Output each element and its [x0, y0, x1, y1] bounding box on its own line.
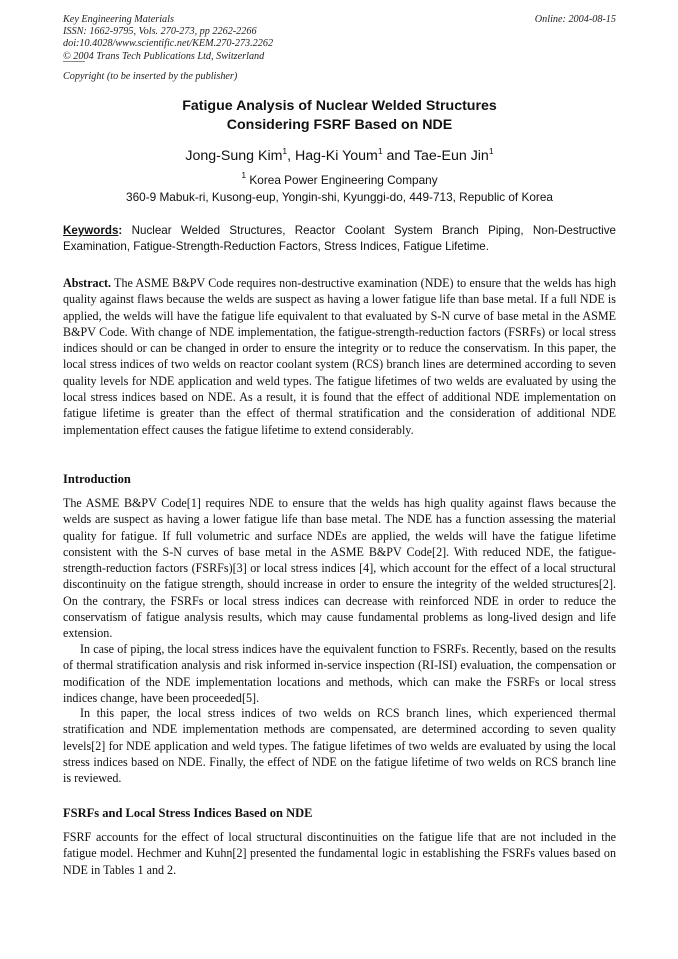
intro-paragraph-2: In case of piping, the local stress indices have the equivalent function to FSRFs. Recently, based on the results of thermal stratification analysis and risk informed in-service inspection (RI-ISI) evaluation, the compensation or modification of the NDE implementation locations and methods, which can make the FSRFs or local stress indices change, have been proceeded[5].: [63, 642, 616, 705]
keywords-label: Keywords: [63, 224, 119, 237]
author-affil-mark: 1: [282, 146, 288, 156]
author-separator: and: [382, 148, 414, 164]
header-divider: [63, 61, 85, 62]
intro-paragraph-3: In this paper, the local stress indices of two welds on RCS branch lines, which experienced thermal stratification and NDE implementation methods are compensated, are determined according to seven quality levels[2] for NDE application and weld types. The fatigue lifetimes of two welds are evaluated by using the local stress indices based on NDE. Finally, the effect of NDE on the fatigue lifetime of two welds on RCS branch line is reviewed.: [63, 706, 616, 786]
affiliation: [63, 172, 616, 206]
author-name: Jong-Sung Kim: [185, 148, 283, 164]
copyright-note: Copyright (to be inserted by the publisher): [63, 71, 238, 82]
affiliation-mark: 1: [241, 170, 247, 180]
keywords-colon: :: [118, 224, 123, 237]
online-date: Online: 2004-08-15: [534, 14, 616, 25]
author-name: Hag-Ki Youm: [295, 148, 378, 164]
journal-header: [63, 14, 616, 63]
author-name: Tae-Eun Jin: [413, 148, 489, 164]
author-separator: ,: [287, 148, 296, 164]
fsrf-section-heading: FSRFs and Local Stress Indices Based on NDE: [63, 806, 313, 820]
title-line-2: Considering FSRF Based on NDE: [226, 116, 453, 133]
author-affil-mark: 1: [377, 146, 383, 156]
author-affil-mark: 1: [488, 146, 494, 156]
author-list: [63, 147, 616, 165]
title-line-1: Fatigue Analysis of Nuclear Welded Structures: [182, 98, 497, 114]
introduction-heading: Introduction: [63, 472, 131, 486]
affiliation-org: [63, 172, 616, 189]
fsrf-paragraph: FSRF accounts for the effect of local structural discontinuities on the fatigue life that are not included in the fatigue model. Hechmer and Kuhn[2] presented the fundamental logic in establishing the FSRFs values based on NDE in Tables 1 and 2.: [63, 830, 616, 877]
issn-line: ISSN: 1662-9795, Vols. 270-273, pp 2262-2266: [63, 26, 257, 38]
doi-line: doi:10.4028/www.scientific.net/KEM.270-273.2262: [63, 38, 274, 50]
publisher-line: © 2004 Trans Tech Publications Ltd, Switzerland: [63, 50, 265, 62]
affiliation-address: 360-9 Mabuk-ri, Kusong-eup, Yongin-shi, Kyunggi-do, 449-713, Republic of Korea: [126, 190, 553, 204]
affiliation-org-name: Korea Power Engineering Company: [249, 173, 438, 187]
abstract-block: [63, 275, 616, 438]
abstract-text: The ASME B&PV Code requires non-destructive examination (NDE) to ensure that the welds has high quality against flaws because the welds are suspect as having a lower fatigue life than base metal. If a full NDE is applied, the welds will have the fatigue life equivalent to that evaluated by S-N curve of base metal in the ASME B&PV Code. With change of NDE implementation, the fatigue-strength-reduction factors (FSRFs) or local stress indices should or can be changed in order to ensure the integrity or to reduce the conservatism. In this paper, the local stress indices of two welds on reactor coolant system (RCS) branch lines are determined according to seven quality levels for NDE application and weld types. The fatigue lifetimes of two welds are evaluated by using the local stress indices based on NDE. As a result, it is found that the effect of additional NDE implementation on fatigue lifetime is greater than the effect of thermal stratification and the consideration of additional NDE implementation effect causes the fatigue lifetime to extend considerably.: [63, 276, 616, 437]
journal-name: Key Engineering Materials: [63, 14, 174, 25]
intro-paragraph-1: The ASME B&PV Code[1] requires NDE to ensure that the welds has high quality against flaws because the welds are suspect as having a lower fatigue life than base metal. The NDE has a function assessing the material quality for fatigue. If full volumetric and surface NDEs are applied, the welds will have the fatigue lifetime consistent with the S-N curves of base metal in the ASME B&PV Code[2]. With reduced NDE, the fatigue-strength-reduction factors (FSRFs)[3] or local stress indices [4], which account for the effect of a local structural discontinuity on the fatigue strength, should increase in order to ensure the integrity of the welded structures[2]. On the contrary, the FSRFs or local stress indices can decrease with reinforced NDE in order to reduce the conservatism of fatigue analysis results, which may cause fundamental problems as long-lived design and life extension.: [63, 496, 616, 641]
abstract-label: Abstract.: [63, 276, 112, 290]
paper-title: [63, 97, 616, 134]
keywords-block: [63, 223, 616, 254]
keywords-text: Nuclear Welded Structures, Reactor Coolant System Branch Piping, Non-Destructive Examination, Fatigue-Strength-Reduction Factors, Stress Indices, Fatigue Lifetime.: [63, 224, 616, 253]
